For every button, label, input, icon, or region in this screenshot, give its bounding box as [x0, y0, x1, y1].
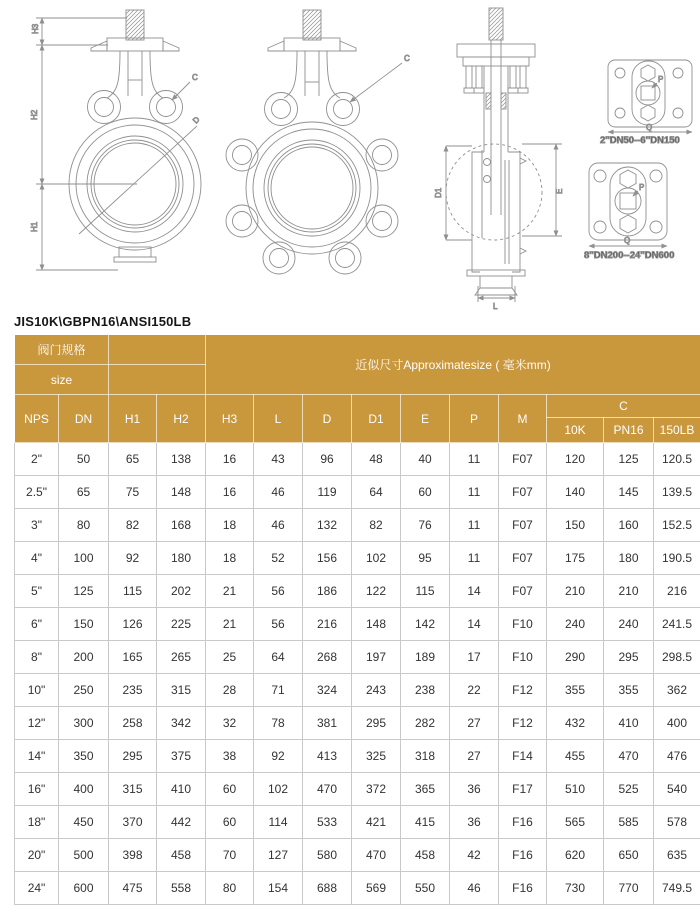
table-cell: 82: [109, 509, 157, 542]
table-cell: 100: [59, 542, 109, 575]
column-header-h1: H1: [109, 395, 157, 443]
table-cell: 240: [547, 608, 604, 641]
table-cell: 585: [604, 806, 654, 839]
table-cell: 180: [157, 542, 206, 575]
table-cell: 92: [109, 542, 157, 575]
table-row: [15, 608, 700, 641]
table-cell: 6": [15, 608, 59, 641]
table-cell: 139.5: [654, 476, 700, 509]
table-cell: F17: [499, 773, 547, 806]
table-cell: 5": [15, 575, 59, 608]
table-cell: 410: [157, 773, 206, 806]
table-cell: 20": [15, 839, 59, 872]
table-cell: 240: [604, 608, 654, 641]
table-cell: 43: [254, 443, 303, 476]
mounting-pad-small-drawing: [600, 60, 692, 146]
table-cell: 32: [206, 707, 254, 740]
table-cell: 11: [450, 443, 499, 476]
header-size: size: [15, 365, 109, 395]
table-cell: 76: [401, 509, 450, 542]
valve-side-section-view: [434, 8, 564, 311]
dim-label-h1: H1: [30, 221, 39, 232]
table-cell: 533: [303, 806, 352, 839]
table-cell: 324: [303, 674, 352, 707]
table-cell: 565: [547, 806, 604, 839]
table-cell: 688: [303, 872, 352, 905]
table-cell: 295: [109, 740, 157, 773]
table-cell: 16: [206, 443, 254, 476]
table-cell: 96: [303, 443, 352, 476]
table-cell: 65: [109, 443, 157, 476]
valve-dimension-table: [14, 334, 700, 905]
table-cell: 114: [254, 806, 303, 839]
header-blank: [109, 335, 206, 365]
table-cell: 225: [157, 608, 206, 641]
table-cell: 243: [352, 674, 401, 707]
table-cell: 64: [254, 641, 303, 674]
header-valve-spec-cn: 阀门规格: [15, 335, 109, 365]
table-cell: F07: [499, 509, 547, 542]
column-header-nps: NPS: [15, 395, 59, 443]
table-cell: 50: [59, 443, 109, 476]
table-cell: 125: [604, 443, 654, 476]
table-cell: 24": [15, 872, 59, 905]
table-cell: 200: [59, 641, 109, 674]
table-cell: 315: [157, 674, 206, 707]
table-cell: 550: [401, 872, 450, 905]
table-cell: 14": [15, 740, 59, 773]
table-cell: 17: [450, 641, 499, 674]
lug-valve-front-view: [226, 10, 410, 274]
table-cell: 470: [352, 839, 401, 872]
table-cell: 64: [352, 476, 401, 509]
table-cell: F14: [499, 740, 547, 773]
table-cell: 365: [401, 773, 450, 806]
header-approx-size: 近似尺寸Approximatesize ( 毫米mm): [206, 335, 700, 395]
table-cell: 318: [401, 740, 450, 773]
table-cell: 140: [547, 476, 604, 509]
table-cell: 18": [15, 806, 59, 839]
table-cell: 138: [157, 443, 206, 476]
table-cell: 295: [352, 707, 401, 740]
table-row: [15, 476, 700, 509]
column-group-header-c: C: [547, 395, 700, 418]
table-cell: 540: [654, 773, 700, 806]
page-title: JIS10K\GBPN16\ANSI150LB: [14, 314, 700, 329]
table-cell: 27: [450, 740, 499, 773]
table-row: [15, 773, 700, 806]
table-cell: 300: [59, 707, 109, 740]
table-cell: 60: [206, 773, 254, 806]
table-cell: 400: [59, 773, 109, 806]
table-cell: 250: [59, 674, 109, 707]
table-cell: 11: [450, 476, 499, 509]
table-cell: 78: [254, 707, 303, 740]
table-cell: 432: [547, 707, 604, 740]
dim-label-q-large: Q: [624, 236, 630, 245]
table-cell: F10: [499, 641, 547, 674]
table-cell: 375: [157, 740, 206, 773]
table-cell: 450: [59, 806, 109, 839]
table-cell: 421: [352, 806, 401, 839]
table-cell: 355: [547, 674, 604, 707]
column-header-pn16: PN16: [604, 418, 654, 443]
table-cell: 476: [654, 740, 700, 773]
table-cell: 4": [15, 542, 59, 575]
table-cell: 470: [604, 740, 654, 773]
dim-label-d: D: [191, 115, 202, 126]
table-cell: 355: [604, 674, 654, 707]
table-cell: 210: [547, 575, 604, 608]
column-header-l: L: [254, 395, 303, 443]
dim-label-p-small: P: [658, 75, 663, 84]
table-cell: 21: [206, 608, 254, 641]
table-cell: 569: [352, 872, 401, 905]
dim-label-q-small: Q: [646, 123, 652, 132]
table-row: [15, 740, 700, 773]
table-cell: 510: [547, 773, 604, 806]
table-cell: 241.5: [654, 608, 700, 641]
table-cell: 56: [254, 575, 303, 608]
pad-small-caption: 2''DN50--6''DN150: [600, 135, 680, 146]
table-cell: F16: [499, 872, 547, 905]
table-row: [15, 509, 700, 542]
table-cell: F12: [499, 674, 547, 707]
table-cell: 10": [15, 674, 59, 707]
column-header-150lb: 150LB: [654, 418, 700, 443]
table-cell: 14: [450, 575, 499, 608]
table-cell: 160: [604, 509, 654, 542]
table-cell: 458: [157, 839, 206, 872]
table-cell: 216: [654, 575, 700, 608]
table-cell: 156: [303, 542, 352, 575]
table-cell: F07: [499, 443, 547, 476]
table-cell: 16: [206, 476, 254, 509]
table-cell: 11: [450, 542, 499, 575]
dim-label-l: L: [493, 302, 498, 311]
table-cell: 42: [450, 839, 499, 872]
table-cell: 40: [401, 443, 450, 476]
table-cell: 3": [15, 509, 59, 542]
table-body: [15, 443, 700, 905]
table-cell: 258: [109, 707, 157, 740]
table-cell: 525: [604, 773, 654, 806]
dim-label-p-large: P: [639, 183, 644, 192]
table-cell: 315: [109, 773, 157, 806]
table-row: [15, 872, 700, 905]
table-cell: 458: [401, 839, 450, 872]
table-cell: F12: [499, 707, 547, 740]
table-cell: 342: [157, 707, 206, 740]
table-cell: 282: [401, 707, 450, 740]
table-cell: 381: [303, 707, 352, 740]
table-cell: 102: [254, 773, 303, 806]
table-cell: 470: [303, 773, 352, 806]
table-row: [15, 443, 700, 476]
table-cell: 600: [59, 872, 109, 905]
table-cell: 168: [157, 509, 206, 542]
table-cell: 415: [401, 806, 450, 839]
table-cell: 25: [206, 641, 254, 674]
table-cell: 180: [604, 542, 654, 575]
mounting-pad-large-drawing: [584, 163, 674, 261]
table-cell: 126: [109, 608, 157, 641]
table-cell: 38: [206, 740, 254, 773]
column-header-m: M: [499, 395, 547, 443]
table-row: [15, 575, 700, 608]
table-cell: 27: [450, 707, 499, 740]
table-cell: 127: [254, 839, 303, 872]
table-cell: 235: [109, 674, 157, 707]
table-cell: 730: [547, 872, 604, 905]
table-cell: 295: [604, 641, 654, 674]
header-blank: [109, 365, 206, 395]
table-cell: 120: [547, 443, 604, 476]
table-cell: 370: [109, 806, 157, 839]
table-row: [15, 806, 700, 839]
table-cell: 578: [654, 806, 700, 839]
table-cell: 2": [15, 443, 59, 476]
column-header-e: E: [401, 395, 450, 443]
table-cell: 290: [547, 641, 604, 674]
table-cell: 175: [547, 542, 604, 575]
table-cell: F07: [499, 575, 547, 608]
dim-label-c-lug: C: [404, 54, 410, 63]
table-cell: 442: [157, 806, 206, 839]
table-cell: 620: [547, 839, 604, 872]
table-cell: 119: [303, 476, 352, 509]
table-cell: 115: [109, 575, 157, 608]
table-cell: 268: [303, 641, 352, 674]
table-cell: 11: [450, 509, 499, 542]
table-cell: 362: [654, 674, 700, 707]
table-cell: 635: [654, 839, 700, 872]
table-cell: 298.5: [654, 641, 700, 674]
table-cell: 142: [401, 608, 450, 641]
table-cell: 216: [303, 608, 352, 641]
table-cell: 122: [352, 575, 401, 608]
table-cell: 22: [450, 674, 499, 707]
table-cell: 398: [109, 839, 157, 872]
table-cell: 65: [59, 476, 109, 509]
table-cell: 148: [157, 476, 206, 509]
dim-label-c-wafer: C: [192, 73, 198, 82]
table-cell: F16: [499, 839, 547, 872]
table-cell: 8": [15, 641, 59, 674]
table-cell: 48: [352, 443, 401, 476]
table-cell: 558: [157, 872, 206, 905]
table-cell: 325: [352, 740, 401, 773]
table-cell: 21: [206, 575, 254, 608]
column-header-h2: H2: [157, 395, 206, 443]
table-cell: 102: [352, 542, 401, 575]
table-cell: 70: [206, 839, 254, 872]
table-cell: 350: [59, 740, 109, 773]
table-cell: 500: [59, 839, 109, 872]
column-header-dn: DN: [59, 395, 109, 443]
dim-label-h2: H2: [30, 109, 39, 120]
table-cell: 14: [450, 608, 499, 641]
table-cell: 154: [254, 872, 303, 905]
table-cell: 165: [109, 641, 157, 674]
table-cell: 82: [352, 509, 401, 542]
table-cell: F10: [499, 608, 547, 641]
column-header-10k: 10K: [547, 418, 604, 443]
table-cell: 125: [59, 575, 109, 608]
table-cell: 12": [15, 707, 59, 740]
table-cell: 46: [254, 476, 303, 509]
table-cell: 120.5: [654, 443, 700, 476]
table-cell: 95: [401, 542, 450, 575]
table-cell: 2.5": [15, 476, 59, 509]
table-cell: F16: [499, 806, 547, 839]
table-cell: 46: [450, 872, 499, 905]
table-cell: 16": [15, 773, 59, 806]
table-row: [15, 707, 700, 740]
table-cell: 60: [206, 806, 254, 839]
table-cell: 36: [450, 773, 499, 806]
dim-label-h3: H3: [31, 23, 40, 34]
table-cell: 80: [206, 872, 254, 905]
column-header-p: P: [450, 395, 499, 443]
table-cell: 580: [303, 839, 352, 872]
table-cell: 60: [401, 476, 450, 509]
dim-label-e: E: [555, 189, 564, 194]
table-cell: 152.5: [654, 509, 700, 542]
table-row: [15, 674, 700, 707]
table-cell: 132: [303, 509, 352, 542]
table-cell: 71: [254, 674, 303, 707]
table-cell: 238: [401, 674, 450, 707]
pad-large-caption: 8''DN200--24''DN600: [584, 250, 674, 261]
table-cell: 372: [352, 773, 401, 806]
table-cell: 749.5: [654, 872, 700, 905]
table-cell: 190.5: [654, 542, 700, 575]
table-row: [15, 641, 700, 674]
valve-technical-drawings: [0, 0, 700, 312]
table-cell: 18: [206, 509, 254, 542]
table-row: [15, 839, 700, 872]
table-cell: 197: [352, 641, 401, 674]
table-cell: 650: [604, 839, 654, 872]
table-cell: 52: [254, 542, 303, 575]
table-cell: 475: [109, 872, 157, 905]
table-cell: 36: [450, 806, 499, 839]
table-cell: F07: [499, 542, 547, 575]
table-cell: 202: [157, 575, 206, 608]
dim-label-d1: D1: [434, 187, 443, 198]
table-cell: 186: [303, 575, 352, 608]
table-cell: 410: [604, 707, 654, 740]
table-cell: 770: [604, 872, 654, 905]
table-cell: 145: [604, 476, 654, 509]
table-row: [15, 542, 700, 575]
table-cell: 150: [59, 608, 109, 641]
table-cell: 265: [157, 641, 206, 674]
table-cell: 115: [401, 575, 450, 608]
wafer-valve-front-view: [30, 10, 202, 270]
table-cell: 28: [206, 674, 254, 707]
column-header-d1: D1: [352, 395, 401, 443]
table-cell: 80: [59, 509, 109, 542]
table-cell: 18: [206, 542, 254, 575]
table-cell: 56: [254, 608, 303, 641]
table-cell: 150: [547, 509, 604, 542]
table-cell: F07: [499, 476, 547, 509]
table-cell: 210: [604, 575, 654, 608]
table-cell: 400: [654, 707, 700, 740]
column-header-h3: H3: [206, 395, 254, 443]
table-cell: 46: [254, 509, 303, 542]
table-cell: 75: [109, 476, 157, 509]
table-cell: 189: [401, 641, 450, 674]
table-cell: 413: [303, 740, 352, 773]
table-cell: 92: [254, 740, 303, 773]
table-cell: 148: [352, 608, 401, 641]
table-cell: 455: [547, 740, 604, 773]
column-header-d: D: [303, 395, 352, 443]
